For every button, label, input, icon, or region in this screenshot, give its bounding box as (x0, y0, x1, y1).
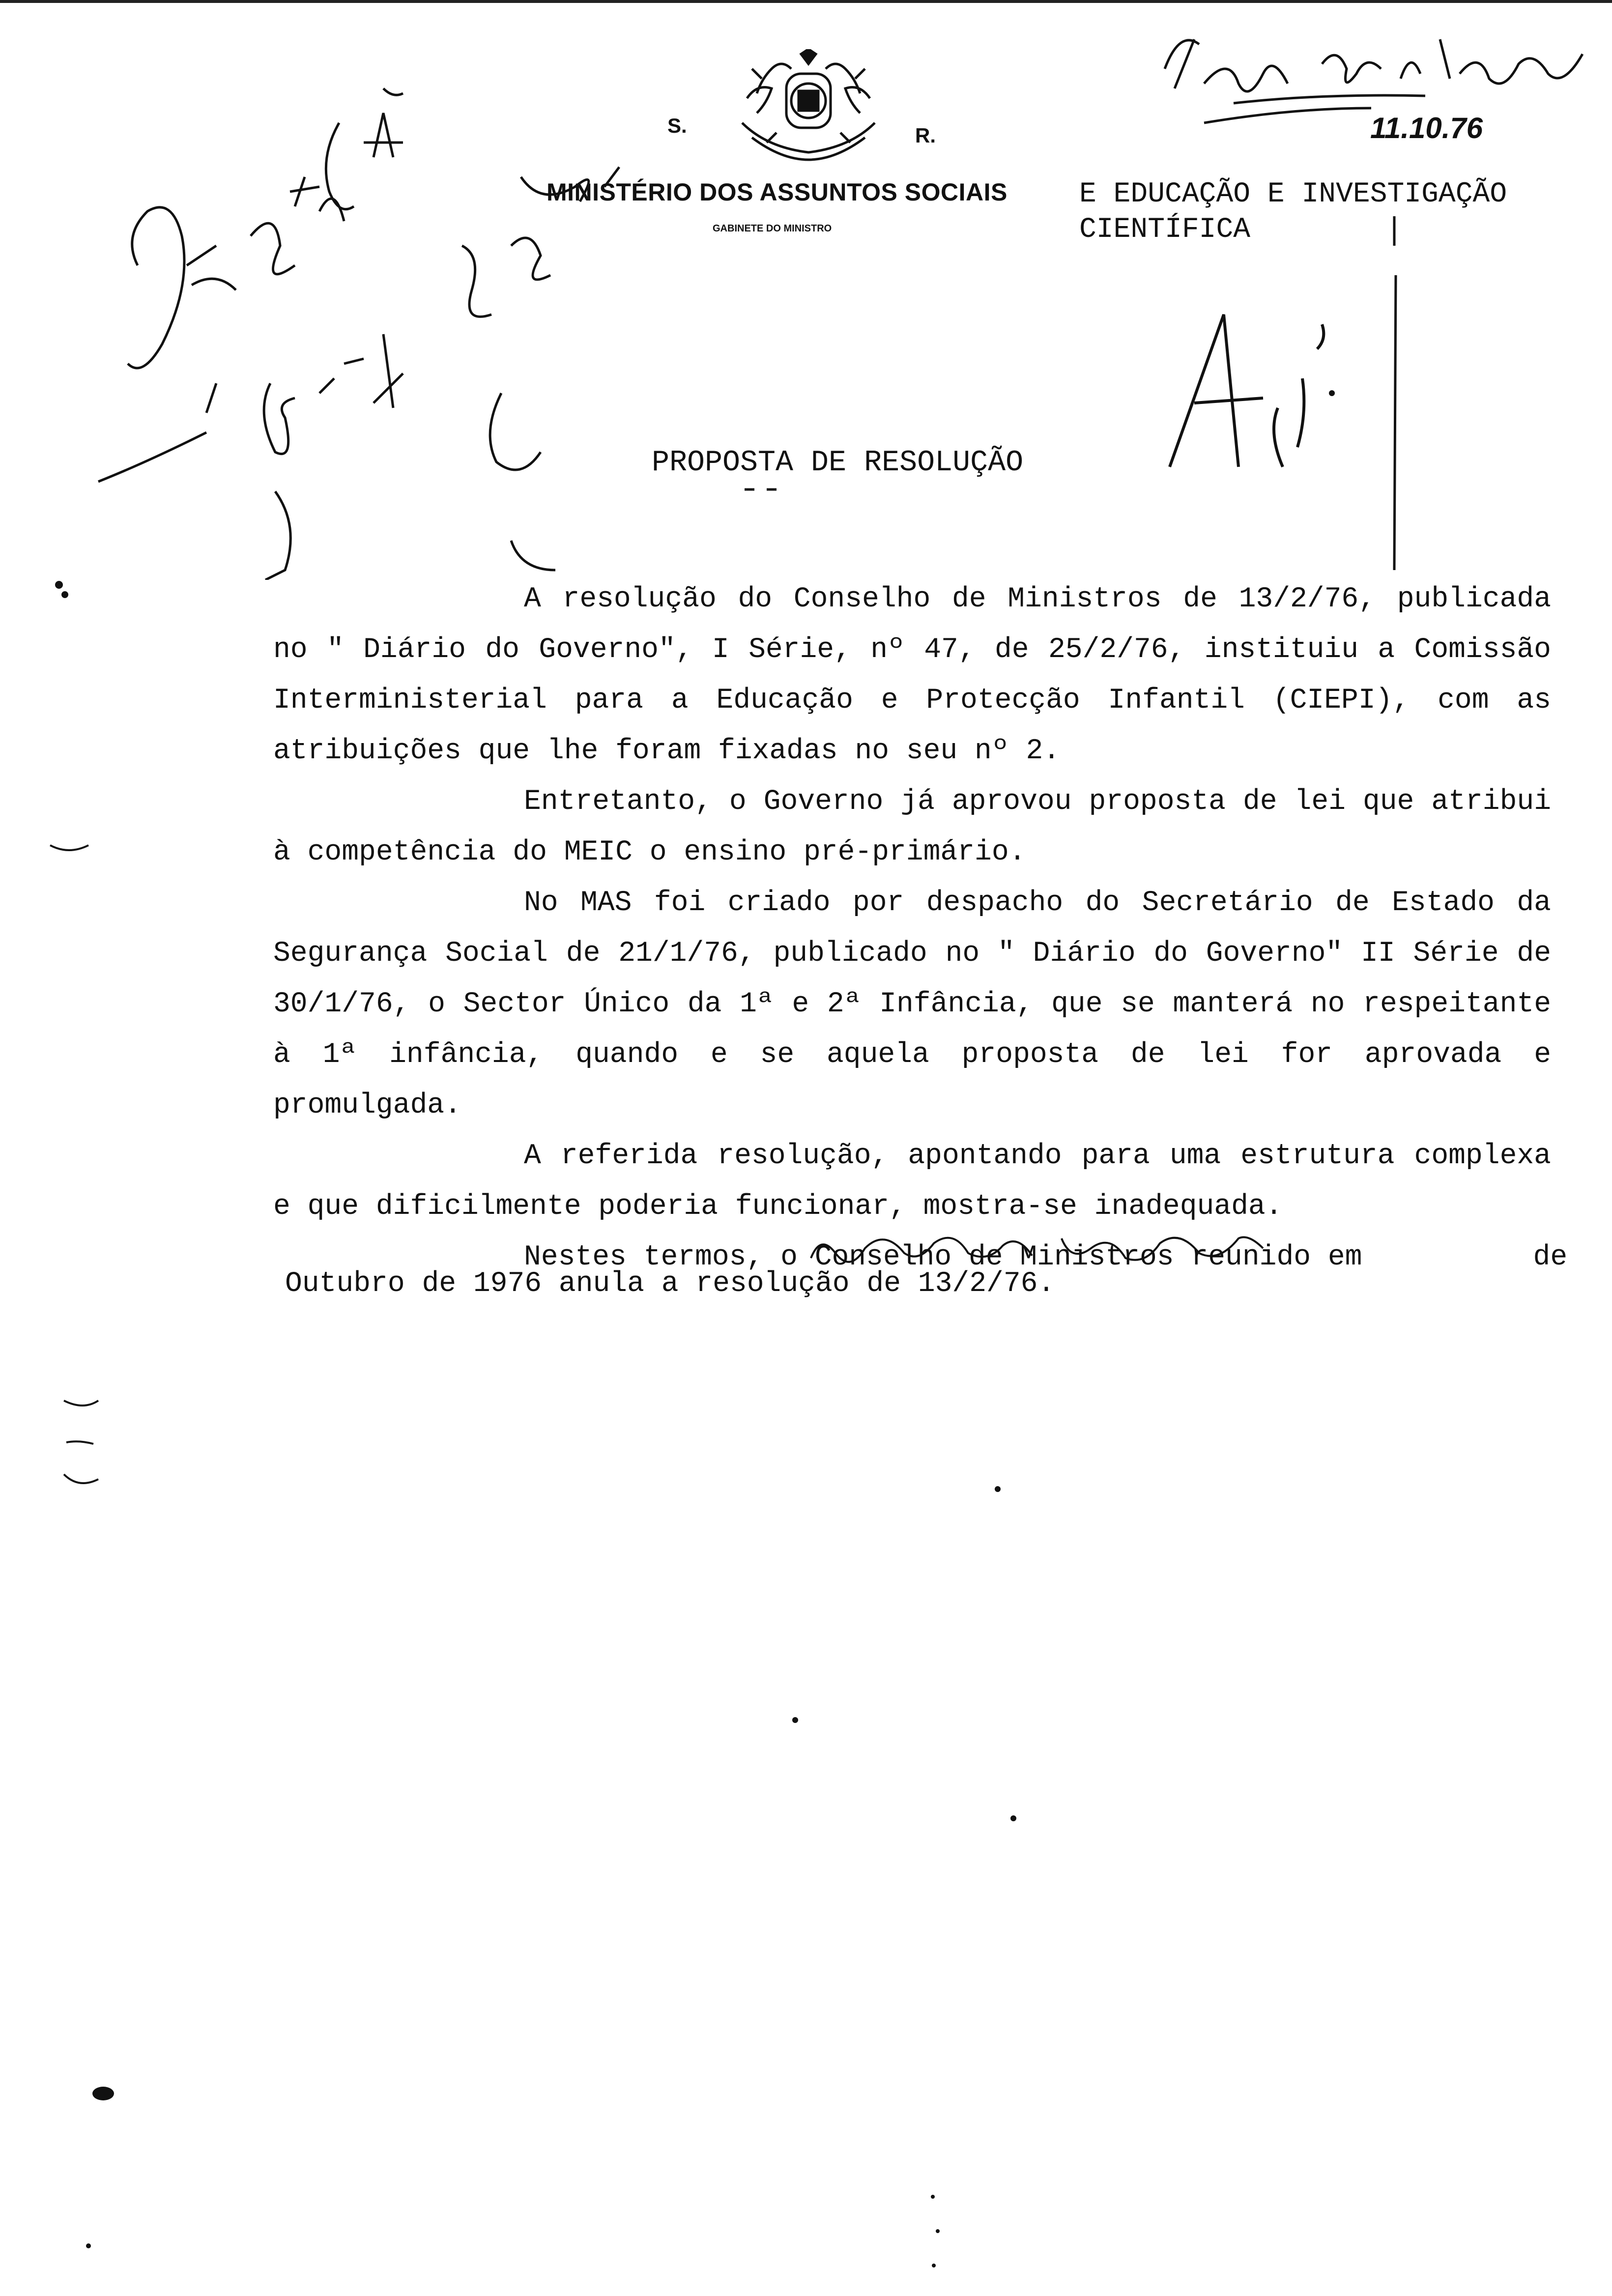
paragraph-3: No MAS foi criado por despacho do Secretário de Estado da Segurança Social de 21/1/76, publicado no " Diário do Governo" II Série de 30/1/76, o Sector Único da 1ª e 2ª Infância, que se manterá no respeitante à 1ª infância, quando e se aquela proposta de lei for aprovada e promulgada. (273, 887, 1551, 1121)
handwritten-annotation-left (88, 59, 629, 580)
ministry-heading: MINISTÉRIO DOS ASSUNTOS SOCIAIS (547, 178, 1008, 206)
paragraph-5: Nestes termos, o Conselho de Ministros reunido em de (524, 1241, 1568, 1273)
title-underline-mark (742, 487, 781, 492)
paper-specks (0, 1474, 1612, 2296)
closing-line: Outubro de 1976 anula a resolução de 13/2/76. (285, 1268, 1055, 1300)
paragraph-4: A referida resolução, apontando para uma estrutura complexa e que dificilmente poderia funcionar, mostra-se inadequada. (273, 1140, 1551, 1223)
handwritten-initials (1155, 305, 1401, 491)
top-border-line (0, 0, 1612, 3)
handwritten-dot (1329, 390, 1335, 396)
margin-vertical-line (1387, 216, 1402, 570)
paragraph-1: A resolução do Conselho de Ministros de 13/2/76, publicada no " Diário do Governo", I Série, nº 47, de 25/2/76, instituiu a Comissão Interministerial para a Educação e Protecção Infantil (CIEPI), com as atribuições que lhe foram fixadas no seu nº 2. (273, 583, 1551, 767)
paragraph-2: Entretanto, o Governo já aprovou proposta de lei que atribui à competência do MEIC o ensino pré-primário. (273, 786, 1551, 868)
handwritten-signature-insert (806, 1219, 1268, 1273)
seal-letter-s: S. (667, 114, 687, 137)
handwritten-note-top-right (1145, 10, 1602, 128)
seal-letter-r: R. (915, 124, 936, 147)
left-margin-marks (44, 570, 108, 1553)
handwritten-date: 11.10.76 (1370, 112, 1483, 144)
document-title: PROPOSTA DE RESOLUÇÃO (652, 446, 1024, 480)
cabinet-subheading: GABINETE DO MINISTRO (713, 223, 832, 234)
coat-of-arms-icon (727, 49, 890, 162)
typed-ministry-addition: E EDUCAÇÃO E INVESTIGAÇÃO CIENTÍFICA (1079, 178, 1507, 246)
document-body (273, 574, 1568, 1283)
